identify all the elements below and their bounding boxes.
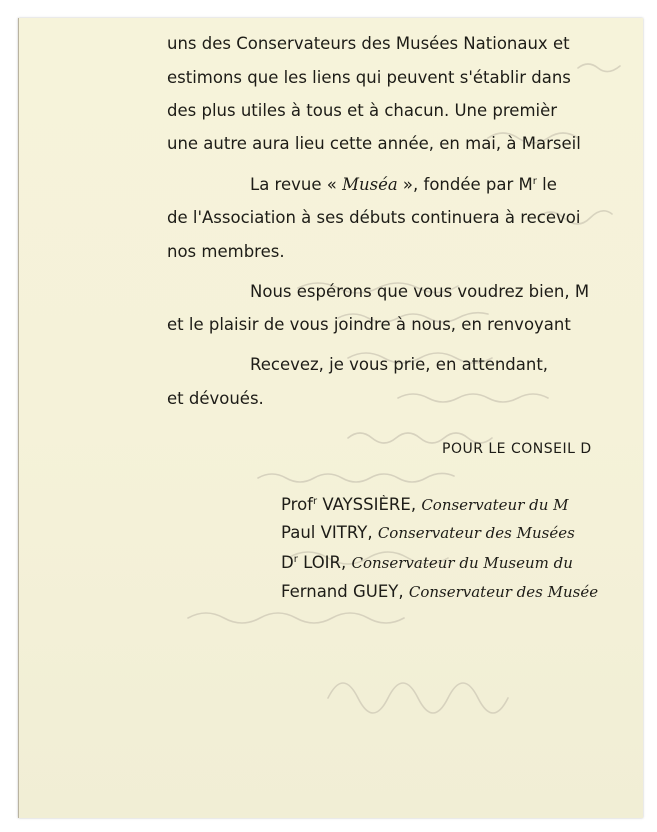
signatory-name: VAYSSIÈRE, <box>317 495 422 514</box>
body-line: des plus utiles à tous et à chacun. Une premièr <box>167 101 558 120</box>
body-text: La revue « <box>250 175 343 194</box>
signatory-name: Paul VITRY, <box>281 523 378 542</box>
signatory-title: Conservateur des Musées <box>377 524 575 542</box>
signatory-prefix: D <box>281 553 294 572</box>
body-line: estimons que les liens qui peuvent s'établir dans <box>167 68 571 87</box>
body-line: de l'Association à ses débuts continuera à recevoi <box>167 208 581 227</box>
body-line: Recevez, je vous prie, en attendant, <box>250 355 549 374</box>
signatory-title: Conservateur du M <box>421 496 569 514</box>
signatory-line <box>281 553 644 572</box>
abbrev-sup: r <box>532 176 537 187</box>
body-line <box>250 175 644 194</box>
council-heading: POUR LE CONSEIL D <box>442 441 592 457</box>
body-line: Nous espérons que vous voudrez bien, M <box>250 282 590 301</box>
signatory-line <box>281 582 644 601</box>
signatory-title: Conservateur des Musée <box>408 583 599 601</box>
body-line: et dévoués. <box>167 389 264 408</box>
body-line: uns des Conservateurs des Musées Nationaux et <box>167 34 570 53</box>
signatory-name: Fernand GUEY, <box>281 582 409 601</box>
signatory-line <box>281 523 644 542</box>
body-line: nos membres. <box>167 242 285 261</box>
signatory-name: LOIR, <box>297 553 352 572</box>
body-text: », fondée par M <box>397 175 533 194</box>
body-line: une autre aura lieu cette année, en mai, à Marseil <box>167 134 581 153</box>
abbrev-sup: r <box>293 554 298 565</box>
abbrev-sup: r <box>313 496 318 507</box>
body-line: et le plaisir de vous joindre à nous, en renvoyant <box>167 315 571 334</box>
body-text: le <box>536 175 557 194</box>
signatory-title: Conservateur du Museum du <box>351 554 573 572</box>
review-name: Muséa <box>342 175 398 194</box>
signatory-prefix: Prof <box>281 495 313 514</box>
signatory-line <box>281 495 644 514</box>
